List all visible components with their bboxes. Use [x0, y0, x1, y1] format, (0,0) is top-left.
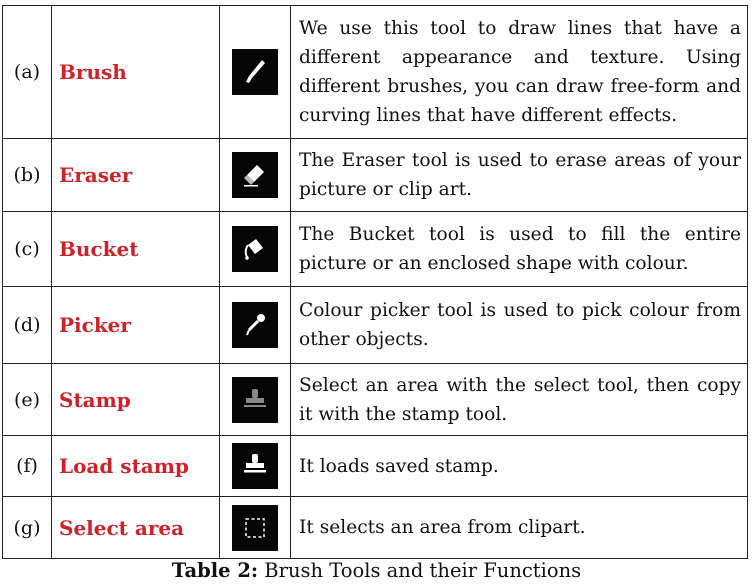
row-letter: (b)	[3, 139, 52, 212]
stamp-icon	[232, 377, 278, 423]
tool-description: Colour picker tool is used to pick colour from other objects.	[291, 287, 748, 364]
tool-name: Eraser	[52, 139, 220, 212]
row-letter: (f)	[3, 436, 52, 497]
tool-description: It loads saved stamp.	[291, 436, 748, 497]
table-row	[3, 139, 748, 212]
table-row	[3, 364, 748, 436]
tool-description: Select an area with the select tool, then copy it with the stamp tool.	[291, 364, 748, 436]
tool-name: Brush	[52, 6, 220, 139]
brush-icon	[232, 49, 278, 95]
tool-name: Stamp	[52, 364, 220, 436]
tool-description: It selects an area from clipart.	[291, 497, 748, 559]
load-stamp-icon	[232, 443, 278, 489]
row-letter: (a)	[3, 6, 52, 139]
table-row	[3, 436, 748, 497]
table-row	[3, 287, 748, 364]
tool-description: We use this tool to draw lines that have a different appearance and texture. Using different brushes, you can draw free-form and curving lines that have different effects.	[291, 6, 748, 139]
tool-name: Picker	[52, 287, 220, 364]
table-caption	[0, 559, 753, 582]
tool-description: The Eraser tool is used to erase areas of your picture or clip art.	[291, 139, 748, 212]
select-area-icon	[232, 505, 278, 551]
picker-icon	[232, 302, 278, 348]
row-letter: (e)	[3, 364, 52, 436]
table-row	[3, 497, 748, 559]
bucket-icon	[232, 226, 278, 272]
eraser-icon	[232, 152, 278, 198]
tool-name: Select area	[52, 497, 220, 559]
tool-name: Bucket	[52, 212, 220, 287]
row-letter: (d)	[3, 287, 52, 364]
table-row	[3, 212, 748, 287]
caption-text: Brush Tools and their Functions	[258, 559, 582, 582]
tool-name: Load stamp	[52, 436, 220, 497]
row-letter: (g)	[3, 497, 52, 559]
table-row	[3, 6, 748, 139]
caption-label: Table 2:	[171, 559, 259, 582]
row-letter: (c)	[3, 212, 52, 287]
tool-description: The Bucket tool is used to fill the entire picture or an enclosed shape with colour.	[291, 212, 748, 287]
brush-tools-table	[2, 5, 748, 559]
